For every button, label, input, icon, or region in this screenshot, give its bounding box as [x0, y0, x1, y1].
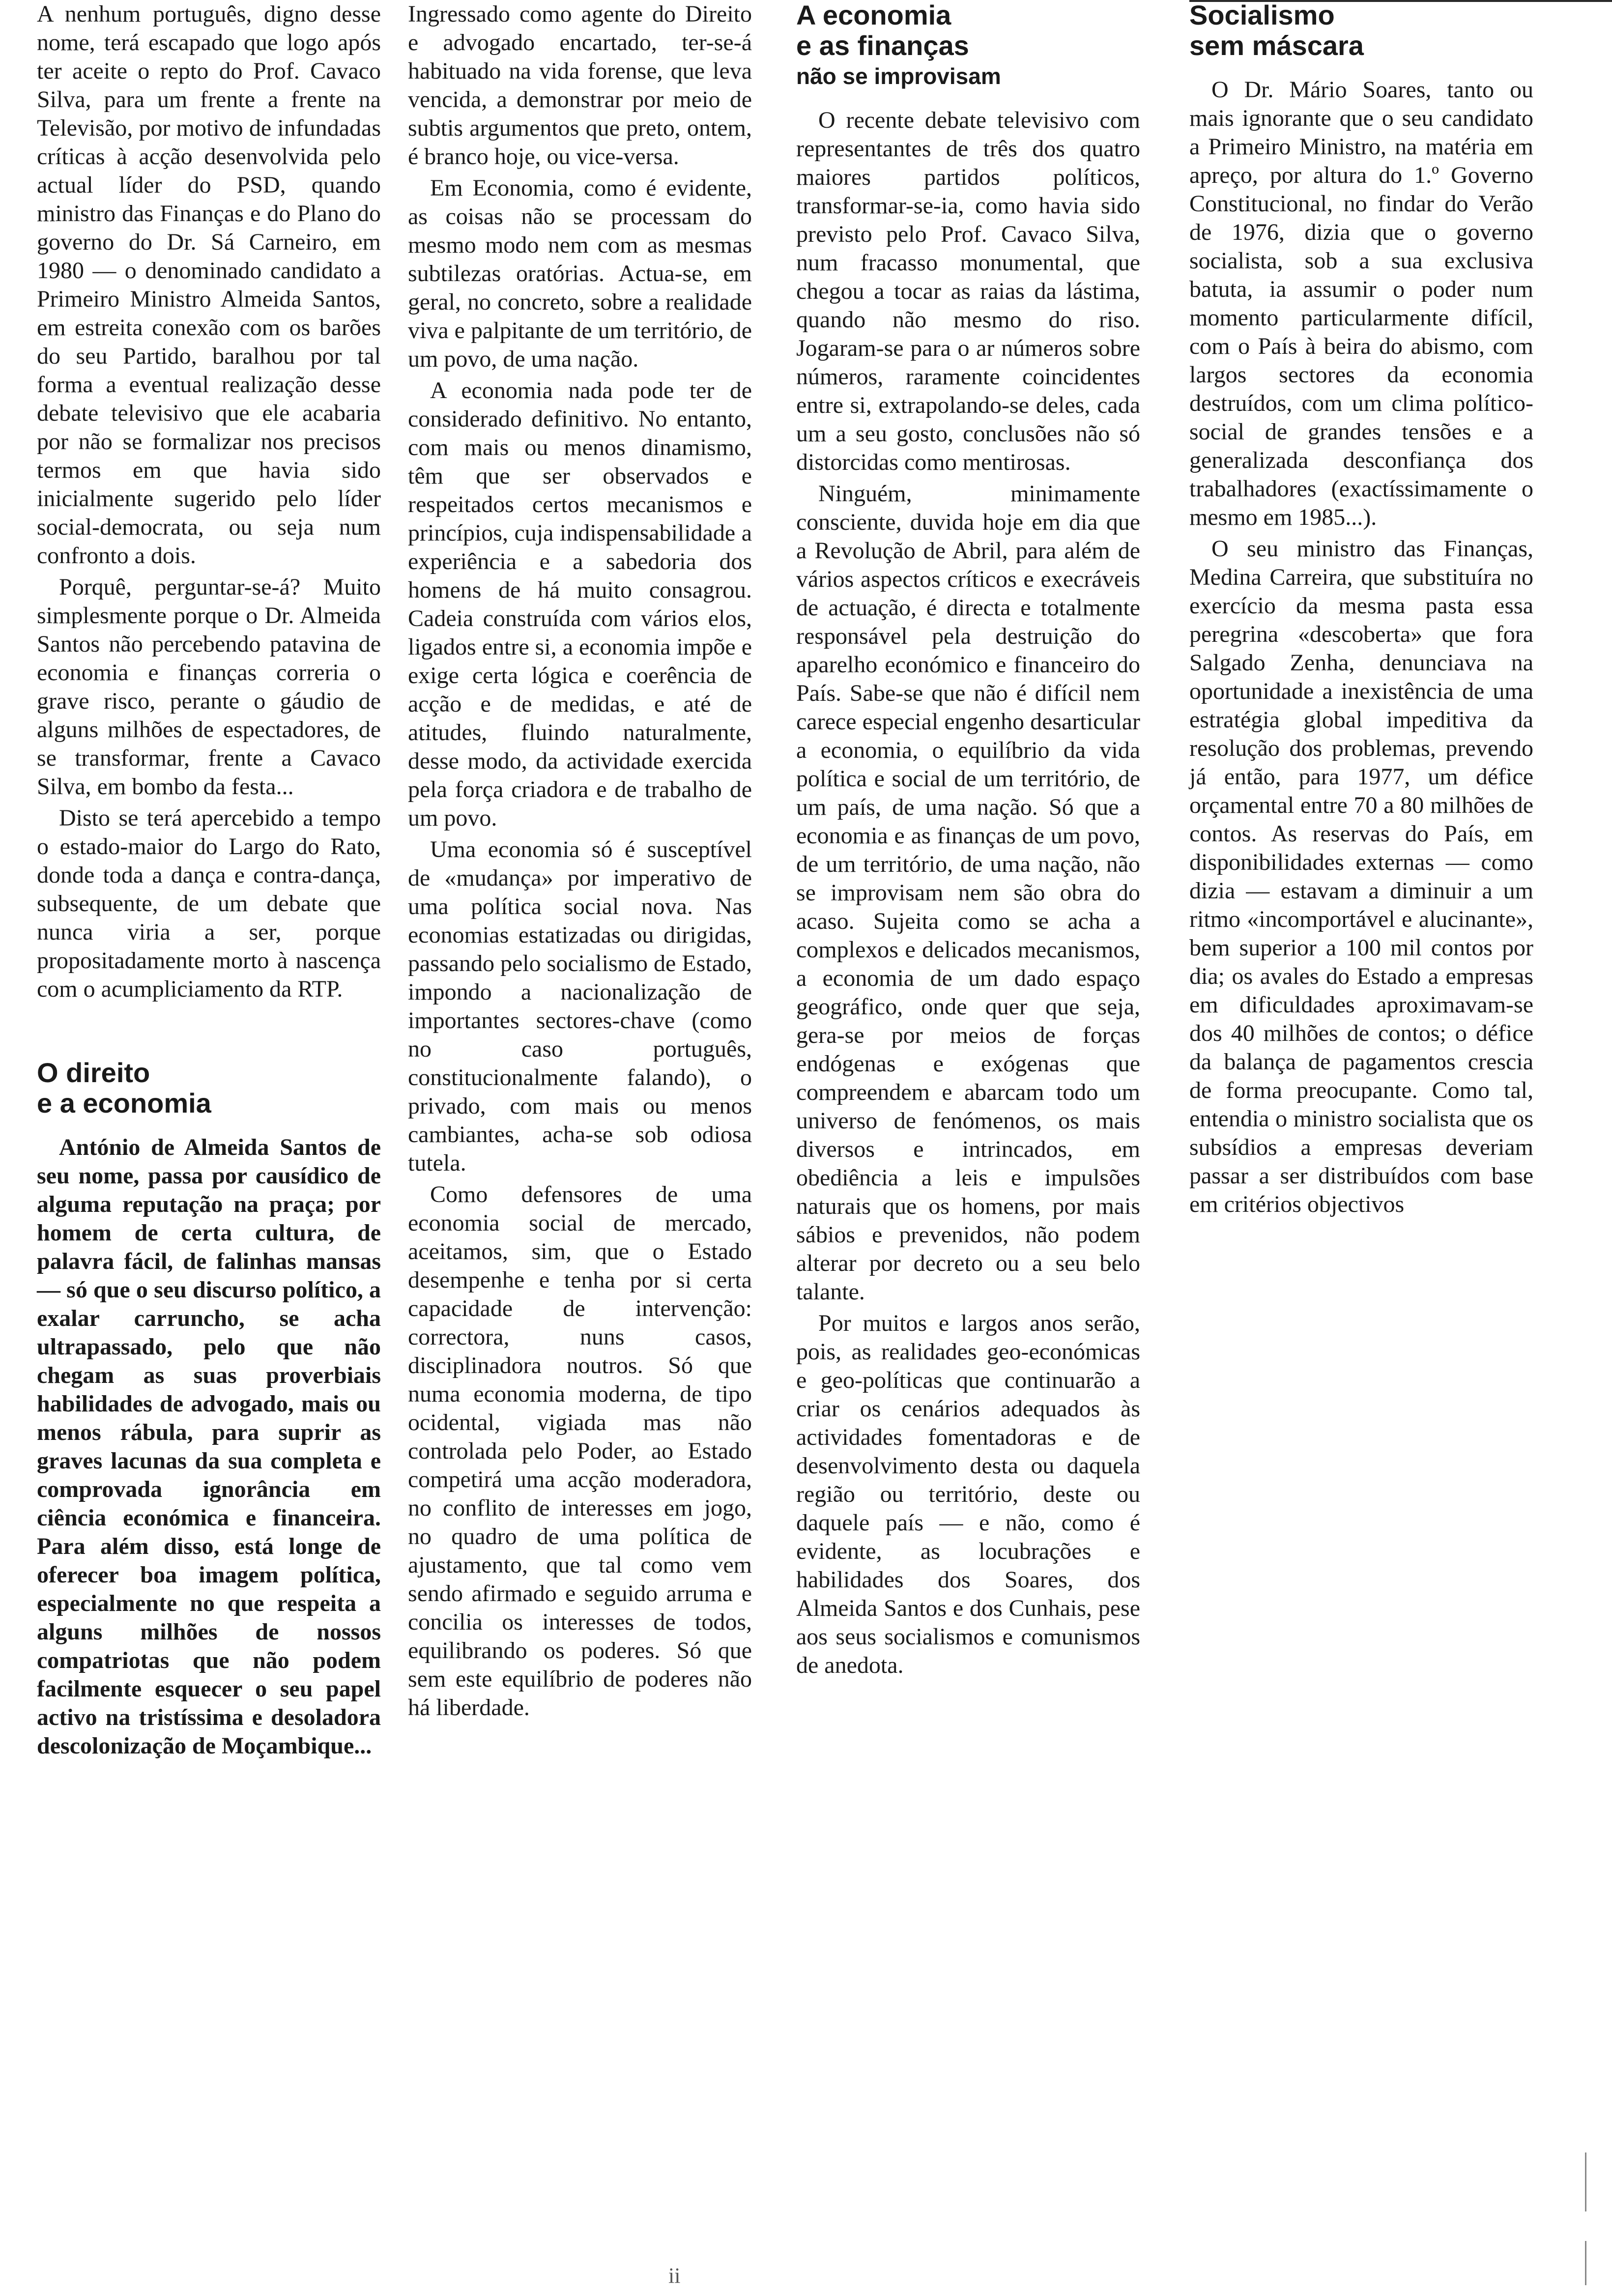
- article-paragraph: A economia nada pode ter de considerado definitivo. No entanto, com mais ou menos dinamismo, têm que ser observados e respeitados certos mecanismos e princípios, cuja indispensabilidade a experiência e a sabedoria dos homens de há muito consagrou. Cadeia construída com vários elos, ligados entre si, a economia impõe e exige certa lógica e coerência de acção e de medidas, e até de atitudes, fluindo naturalmente, desse modo, da actividade exercida pela força criadora e de trabalho de um povo.: [408, 377, 752, 831]
- heading-line: e a economia: [37, 1088, 211, 1119]
- heading-line: sem máscara: [1189, 30, 1364, 61]
- article-paragraph: Por muitos e largos anos serão, pois, as realidades geo-económicas e geo-políticas que continuarão a criar os cenários adequados às actividades fomentadoras e de desenvolvimento desta ou daquela região ou território, deste ou daquele país — e não, como é evidente, as locubrações e habilidades dos Soares, dos Almeida Santos e dos Cunhais, pese aos seus socialismos e comunismos de anedota.: [796, 1310, 1140, 1678]
- article-paragraph: O Dr. Mário Soares, tanto ou mais ignorante que o seu candidato a Primeiro Ministro, na matéria em apreço, por altura do 1.º Governo Constitucional, no findar do Verão de 1976, dizia que o governo socialista, sob a sua exclusiva batuta, ia assumir o poder num momento particularmente difícil, com o País à beira do abismo, com largos sectores da economia destruídos, com um clima político-social de grandes tensões e a generalizada desconfiança dos trabalhadores (exactíssimamente o mesmo em 1985...).: [1189, 77, 1533, 530]
- article-paragraph: Como defensores de uma economia social de mercado, aceitamos, sim, que o Estado desempenhe e tenha por si certa capacidade de intervenção: correctora, nuns casos, disciplinadora noutros. Só que numa economia moderna, de tipo ocidental, vigiada mas não controlada pelo Poder, ao Estado competirá uma acção moderadora, no conflito de interesses em jogo, no quadro de uma política de ajustamento, que tal como vem sendo afirmado e seguido arruma e concilia os interesses de todos, equilibrando os poderes. Só que sem este equilíbrio de poderes não há liberdade.: [408, 1181, 752, 1721]
- article-paragraph: António de Almeida Santos de seu nome, passa por causídico de alguma reputação na praça; por homem de certa cultura, de palavra fácil, de falinhas mansas — só que o seu discurso político, a exalar carruncho, se acha ultrapassado, pelo que não chegam as suas proverbiais habilidades de advogado, mais ou menos rábula, para suprir as graves lacunas da sua completa e comprovada ignorância em ciência económica e financeira. Para além disso, está longe de oferecer boa imagem política, especialmente no que respeita a alguns milhões de nossos compatriotas que não podem facilmente esquecer o seu papel activo na tristíssima e desoladora descolonização de Moçambique...: [37, 1134, 381, 1759]
- column-2: [408, 0, 752, 1725]
- article-paragraph: O recente debate televisivo com representantes de três dos quatro maiores partidos políticos, transformar-se-ia, como havia sido previsto pelo Prof. Cavaco Silva, num fracasso monumental, que chegou a tocar as raias da lástima, quando não mesmo do riso. Jogaram-se para o ar números sobre números, raramente coincidentes entre si, extrapolando-se deles, cada um a seu gosto, conclusões não só distorcidas como mentirosas.: [796, 107, 1140, 475]
- article-paragraph: A nenhum português, digno desse nome, terá escapado que logo após ter aceite o repto do Prof. Cavaco Silva, para um frente a frente na Televisão, por motivo de infundadas críticas à acção desenvolvida pelo actual líder do PSD, quando ministro das Finanças e do Plano do governo do Dr. Sá Carneiro, em 1980 — o denominado candidato a Primeiro Ministro Almeida Santos, em estreita conexão com os barões do seu Partido, baralhou por tal forma a eventual realização desse debate televisivo que ele acabaria por não se formalizar nos precisos termos em que havia sido inicialmente sugerido pelo líder social-democrata, ou seja num confronto a dois.: [37, 1, 381, 569]
- column-4: [1189, 0, 1533, 1222]
- heading-line: não se improvisam: [796, 63, 1001, 89]
- section-heading-direito: [37, 1058, 381, 1119]
- article-paragraph: Ingressado como agente do Direito e advogado encartado, ter-se-á habituado na vida forense, que leva vencida, a demonstrar por meio de subtis argumentos que preto, ontem, é branco hoje, ou vice-versa.: [408, 1, 752, 170]
- article-paragraph: Em Economia, como é evidente, as coisas não se processam do mesmo modo nem com as mesmas subtilezas oratórias. Actua-se, em geral, no concreto, sobre a realidade viva e palpitante de um território, de um povo, de uma nação.: [408, 175, 752, 372]
- heading-line: O direito: [37, 1057, 150, 1088]
- article-paragraph: Uma economia só é susceptível de «mudança» por imperativo de uma política social nova. Nas economias estatizadas ou dirigidas, passando pelo socialismo de Estado, impondo a nacionalização de importantes sectores-chave (como no caso português, constitucionalmente falando), o privado, com mais ou menos cambiantes, acha-se sob odiosa tutela.: [408, 836, 752, 1176]
- article-paragraph: Disto se terá apercebido a tempo o estado-maior do Largo do Rato, donde toda a dança e contra-dança, subsequente, de um debate que nunca viria a ser, porque propositadamente morto à nascença com o acumpliciamento da RTP.: [37, 805, 381, 1002]
- scan-mark: [1585, 2241, 1586, 2285]
- heading-line: Socialismo: [1189, 0, 1335, 30]
- section-heading-economia: [796, 0, 1140, 91]
- section-heading-socialismo: [1189, 0, 1533, 61]
- article-paragraph: O seu ministro das Finanças, Medina Carreira, que substituíra no exercício da mesma pasta essa peregrina «descoberta» que fora Salgado Zenha, denunciava na oportunidade a inexistência de uma estratégia global impeditiva da resolução dos problemas, prevendo já então, para 1977, um défice orçamental entre 70 a 80 milhões de contos. As reservas do País, em disponibilidades externas — como dizia — estavam a diminuir a um ritmo «incomportável e alucinante», bem superior a 100 mil contos por dia; os avales do Estado a empresas em dificuldades aproximavam-se dos 40 milhões de contos; o défice da balança de pagamentos crescia de forma preocupante. Como tal, entendia o ministro socialista que os subsídios a empresas deveriam passar a ser distribuídos com base em critérios objectivos: [1189, 536, 1533, 1217]
- heading-line: e as finanças: [796, 30, 969, 61]
- page-mark: ii: [668, 2264, 681, 2288]
- article-paragraph: Porquê, perguntar-se-á? Muito simplesmente porque o Dr. Almeida Santos não percebendo patavina de economia e finanças correria o grave risco, perante o gáudio de alguns milhões de espectadores, de se transformar, frente a Cavaco Silva, em bombo da festa...: [37, 574, 381, 800]
- column-3: [796, 0, 1140, 1683]
- scan-mark: [1585, 2152, 1586, 2211]
- column-1: [37, 0, 381, 1763]
- heading-line: A economia: [796, 0, 951, 30]
- article-paragraph: Ninguém, minimamente consciente, duvida hoje em dia que a Revolução de Abril, para além de vários aspectos críticos e execráveis de actuação, é directa e totalmente responsável pela destruição do aparelho económico e financeiro do País. Sabe-se que não é difícil nem carece especial engenho desarticular a economia, o equilíbrio da vida política e social de um território, de um país, de uma nação. Só que a economia e as finanças de um povo, de um território, de uma nação, não se improvisam nem são obra do acaso. Sujeita como se acha a complexos e delicados mecanismos, a economia de um dado espaço geográfico, onde quer que seja, gera-se por meios de forças endógenas e exógenas que compreendem e abarcam todo um universo de fenómenos, os mais diversos e intrincados, em obediência a leis e impulsões naturais que os homens, por mais sábios e prevenidos, não podem alterar por decreto ou a seu belo talante.: [796, 481, 1140, 1305]
